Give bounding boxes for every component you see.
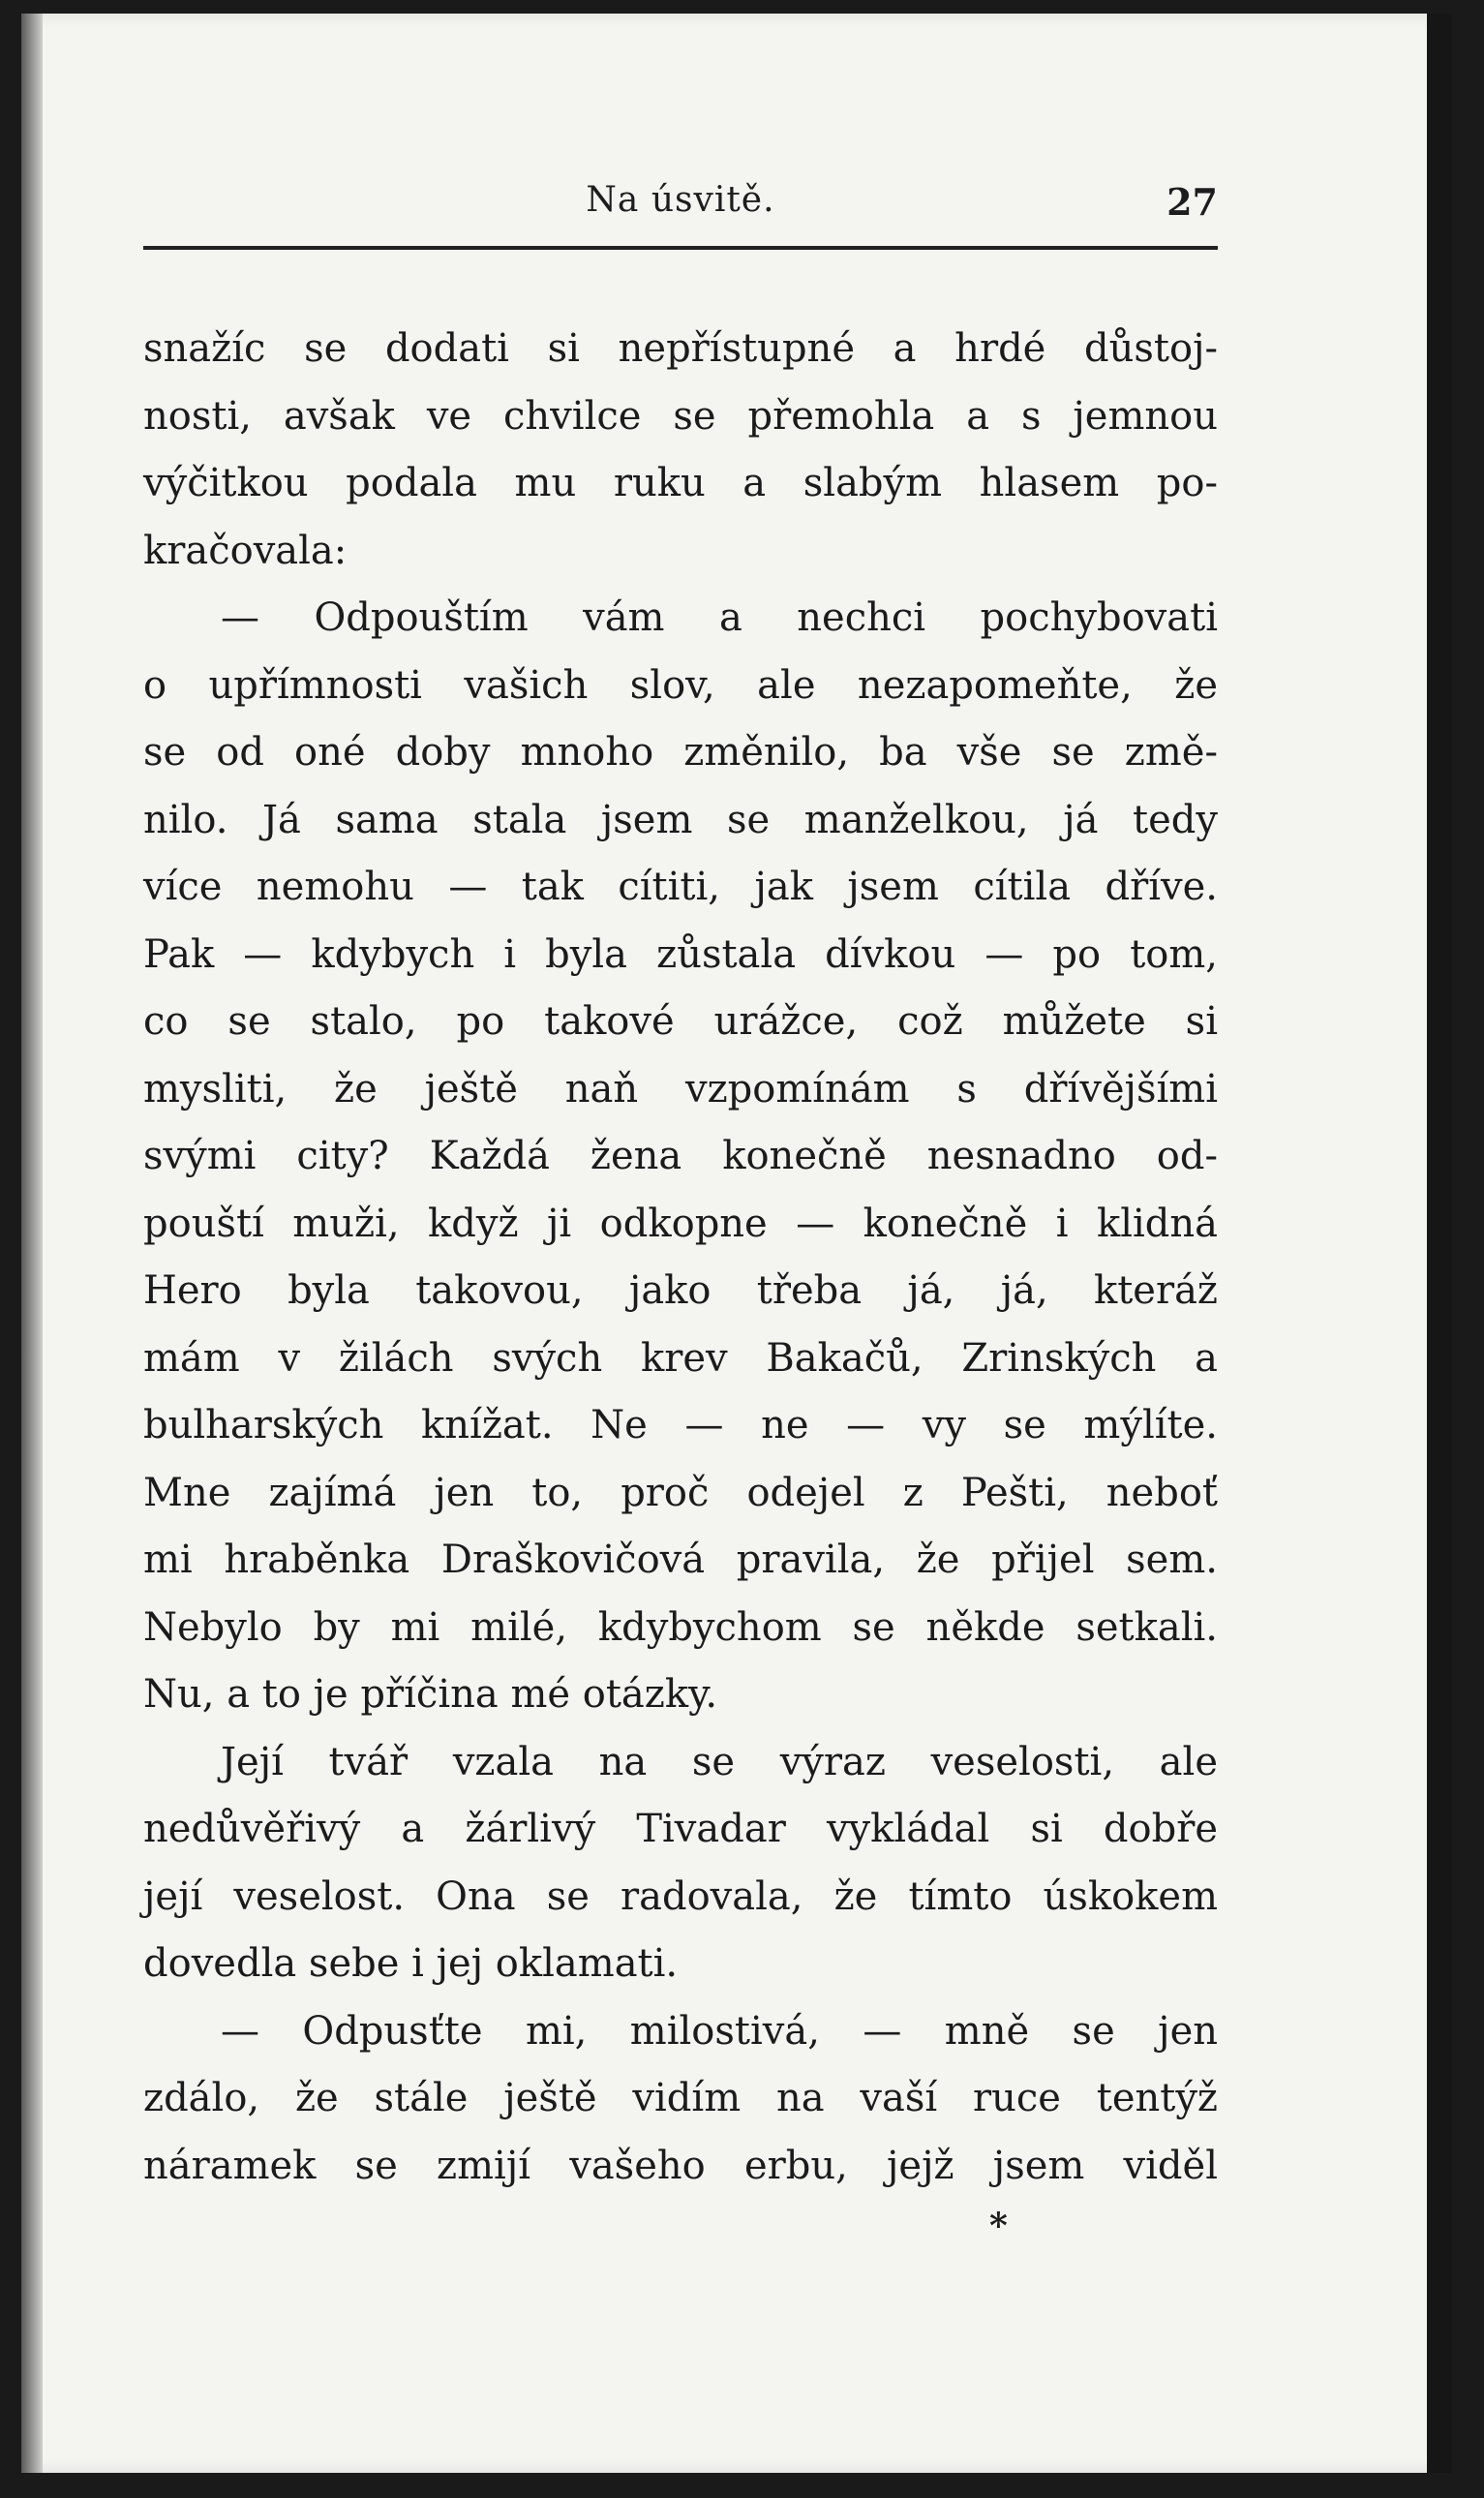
text-line: co se stalo, po takové urážce, což můžete si xyxy=(143,999,1218,1044)
text-line: zdálo, že stále ještě vidím na vaší ruce tentýž xyxy=(143,2076,1218,2120)
page-edge xyxy=(1427,14,1452,2473)
page-gutter-shadow xyxy=(21,14,43,2473)
text-line: její veselost. Ona se radovala, že tímto úskokem xyxy=(143,1874,1218,1919)
text-line: nedůvěřivý a žárlivý Tivadar vykládal si dobře xyxy=(143,1807,1218,1851)
page-number: 27 xyxy=(1166,180,1218,224)
text-line: Její tvář vzala na se výraz veselosti, ale xyxy=(221,1739,1218,1784)
page-header xyxy=(143,172,1218,234)
signature-mark: * xyxy=(989,2206,1008,2246)
text-line: pouští muži, když ji odkopne — konečně i klidná xyxy=(143,1201,1218,1246)
text-line: nosti, avšak ve chvilce se přemohla a s jemnou xyxy=(143,393,1218,439)
text-line: mám v žilách svých krev Bakačů, Zrinských a xyxy=(143,1335,1218,1381)
text-line: více nemohu — tak cítiti, jak jsem cítila dříve. xyxy=(143,865,1218,909)
text-line: dovedla sebe i jej oklamati. xyxy=(143,1941,679,1986)
text-line: se od oné doby mnoho změnilo, ba vše se změ- xyxy=(143,730,1218,775)
text-line: Mne zajímá jen to, proč odejel z Pešti, neboť xyxy=(143,1470,1218,1515)
text-line: Pak — kdybych i byla zůstala dívkou — po tom, xyxy=(143,931,1218,977)
text-line: — Odpouštím vám a nechci pochybovati xyxy=(221,595,1218,640)
text-line: — Odpusťte mi, milostivá, — mně se jen xyxy=(221,2008,1218,2054)
text-line: Nu, a to je příčina mé otázky. xyxy=(143,1672,718,1717)
header-rule xyxy=(143,246,1218,250)
text-line: náramek se zmijí vašeho erbu, jejž jsem viděl xyxy=(143,2143,1218,2188)
text-line: kračovala: xyxy=(143,528,348,573)
text-line: mi hraběnka Draškovičová pravila, že přijel sem. xyxy=(143,1538,1218,1582)
text-line: nilo. Já sama stala jsem se manželkou, já tedy xyxy=(143,797,1218,842)
text-line: svými city? Každá žena konečně nesnadno od- xyxy=(143,1134,1218,1178)
text-line: bulharských knížat. Ne — ne — vy se mýlíte. xyxy=(143,1403,1218,1447)
text-line: mysliti, že ještě naň vzpomínám s dřívějšími xyxy=(143,1066,1218,1112)
text-line: snažíc se dodati si nepřístupné a hrdé důstoj- xyxy=(143,326,1218,371)
text-line: Hero byla takovou, jako třeba já, já, kteráž xyxy=(143,1268,1218,1313)
running-title: Na úsvitě. xyxy=(586,180,775,220)
body-text xyxy=(143,316,1218,2200)
text-line: Nebylo by mi milé, kdybychom se někde setkali. xyxy=(143,1604,1218,1650)
text-line: o upřímnosti vašich slov, ale nezapomeňte, že xyxy=(143,662,1218,708)
text-line: výčitkou podala mu ruku a slabým hlasem po- xyxy=(143,461,1218,505)
